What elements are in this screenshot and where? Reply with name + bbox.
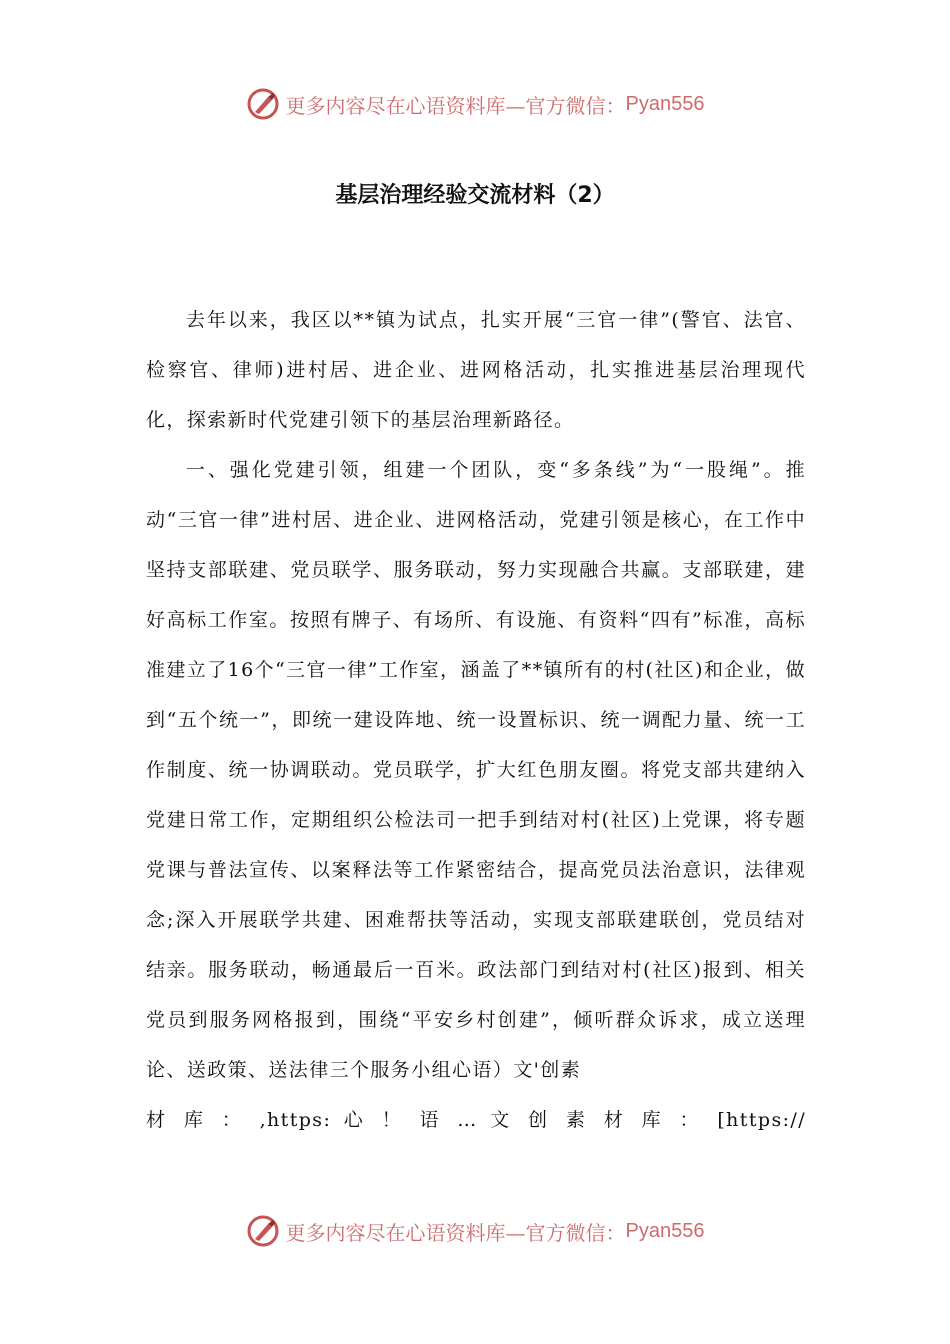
banner-wechat-id: Pyan556 <box>625 92 705 115</box>
paragraph-section-one: 一、强化党建引领，组建一个团队，变“多条线”为“一股绳”。推动“三官一律”进村居、进企业、进网格活动，党建引领是核心，在工作中坚持支部联建、党员联学、服务联动，努力实现融合共赢。支部联建，建好高标工作室。按照有牌子、有场所、有设施、有资料“四有”标准，高标准建立了16个“三官一律”工作室，涵盖了**镇所有的村(社区)和企业，做到“五个统一”，即统一建设阵地、统一设置标识、统一调配力量、统一工作制度、统一协调联动。党员联学，扩大红色朋友圈。将党支部共建纳入党建日常工作，定期组织公检法司一把手到结对村(社区)上党课，将专题党课与普法宣传、以案释法等工作紧密结合，提高党员法治意识，法律观念;深入开展联学共建、困难帮扶等活动，实现支部联建联创，党员结对结亲。服务联动，畅通最后一百米。政法部门到结对村(社区)报到、相关党员到服务网格报到，围绕“平安乡村创建”，倾听群众诉求，成立送理论、送政策、送法律三个服务小组心语）文'创素 <box>146 459 806 1081</box>
banner-text: 更多内容尽在心语资料库—官方微信： <box>285 93 626 118</box>
footer-watermark-banner <box>0 1211 950 1251</box>
document-title: 基层治理经验交流材料（2） <box>335 183 615 208</box>
document-body <box>146 295 806 1145</box>
banner-text: 更多内容尽在心语资料库—官方微信： <box>285 1220 626 1245</box>
paragraph-tail-line: 材 库 ： ,https: 心 ！ 语 … 文 创 素 材 库 ： [https:// <box>146 1109 806 1131</box>
header-watermark-banner <box>0 84 950 124</box>
pen-nib-logo-icon <box>246 1214 280 1248</box>
paragraph-intro: 去年以来，我区以**镇为试点，扎实开展“三官一律”(警官、法官、检察官、律师)进村居、进企业、进网格活动，扎实推进基层治理现代化，探索新时代党建引领下的基层治理新路径。 <box>146 309 806 431</box>
pen-nib-logo-icon <box>246 87 280 121</box>
banner-wechat-id: Pyan556 <box>625 1219 705 1242</box>
